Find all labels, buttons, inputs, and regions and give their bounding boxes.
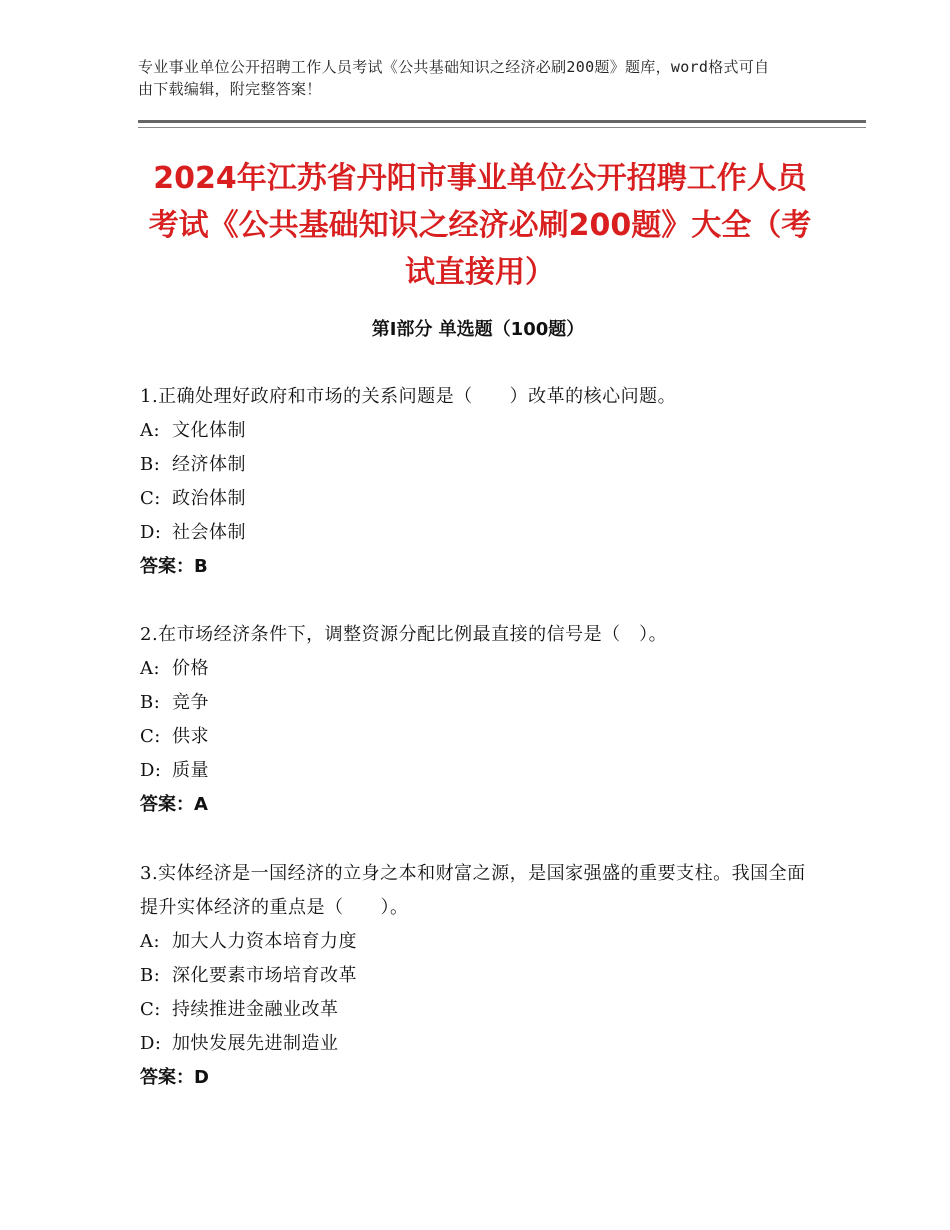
option-text: 加快发展先进制造业: [172, 1033, 339, 1054]
question-1: [140, 380, 820, 584]
header-divider-thin: [138, 127, 866, 128]
option-text: 价格: [172, 658, 209, 679]
answer-label: 答案：: [140, 556, 194, 577]
option-a: [140, 925, 820, 959]
answer-value: D: [194, 1067, 209, 1088]
answer-value: B: [194, 556, 208, 577]
option-letter: A:: [140, 931, 161, 952]
option-text: 持续推进金融业改革: [172, 999, 339, 1020]
question-stem: 3.实体经济是一国经济的立身之本和财富之源，是国家强盛的重要支柱。我国全面提升实体经济的重点是（ ）。: [140, 863, 806, 918]
option-letter: C:: [140, 726, 161, 747]
section-heading: 第Ⅰ部分 单选题（100题）: [371, 319, 585, 340]
answer-value: A: [194, 794, 208, 815]
option-text: 加大人力资本培育力度: [172, 931, 357, 952]
header-note: 专业事业单位公开招聘工作人员考试《公共基础知识之经济必刷200题》题库，word格式可自由下载编辑，附完整答案！: [138, 58, 770, 98]
question-3: [140, 857, 820, 1095]
option-letter: D:: [140, 522, 162, 543]
question-stem: 2.在市场经济条件下，调整资源分配比例最直接的信号是（ ）。: [140, 624, 668, 645]
option-d: [140, 754, 820, 788]
answer-label: 答案：: [140, 1067, 194, 1088]
option-c: [140, 993, 820, 1027]
option-text: 社会体制: [172, 522, 246, 543]
option-letter: C:: [140, 488, 161, 509]
option-c: [140, 720, 820, 754]
answer-line: [140, 1061, 820, 1095]
header-divider: [138, 120, 866, 123]
option-letter: B:: [140, 454, 161, 475]
option-text: 供求: [172, 726, 209, 747]
option-text: 文化体制: [172, 420, 246, 441]
option-text: 竞争: [172, 692, 209, 713]
option-letter: D:: [140, 760, 162, 781]
document-title: 2024年江苏省丹阳市事业单位公开招聘工作人员考试《公共基础知识之经济必刷200题》大全（考试直接用）: [148, 161, 812, 290]
answer-line: [140, 550, 820, 584]
option-text: 深化要素市场培育改革: [172, 965, 357, 986]
option-letter: A:: [140, 420, 161, 441]
answer-line: [140, 788, 820, 822]
option-letter: D:: [140, 1033, 162, 1054]
option-text: 经济体制: [172, 454, 246, 475]
question-2: [140, 618, 820, 822]
question-stem: 1.正确处理好政府和市场的关系问题是（ ）改革的核心问题。: [140, 386, 677, 407]
option-a: [140, 414, 820, 448]
option-d: [140, 1027, 820, 1061]
option-b: [140, 686, 820, 720]
option-letter: B:: [140, 692, 161, 713]
option-b: [140, 959, 820, 993]
option-b: [140, 448, 820, 482]
option-text: 政治体制: [172, 488, 246, 509]
option-text: 质量: [172, 760, 209, 781]
option-a: [140, 652, 820, 686]
option-letter: A:: [140, 658, 161, 679]
option-d: [140, 516, 820, 550]
option-c: [140, 482, 820, 516]
option-letter: B:: [140, 965, 161, 986]
option-letter: C:: [140, 999, 161, 1020]
answer-label: 答案：: [140, 794, 194, 815]
